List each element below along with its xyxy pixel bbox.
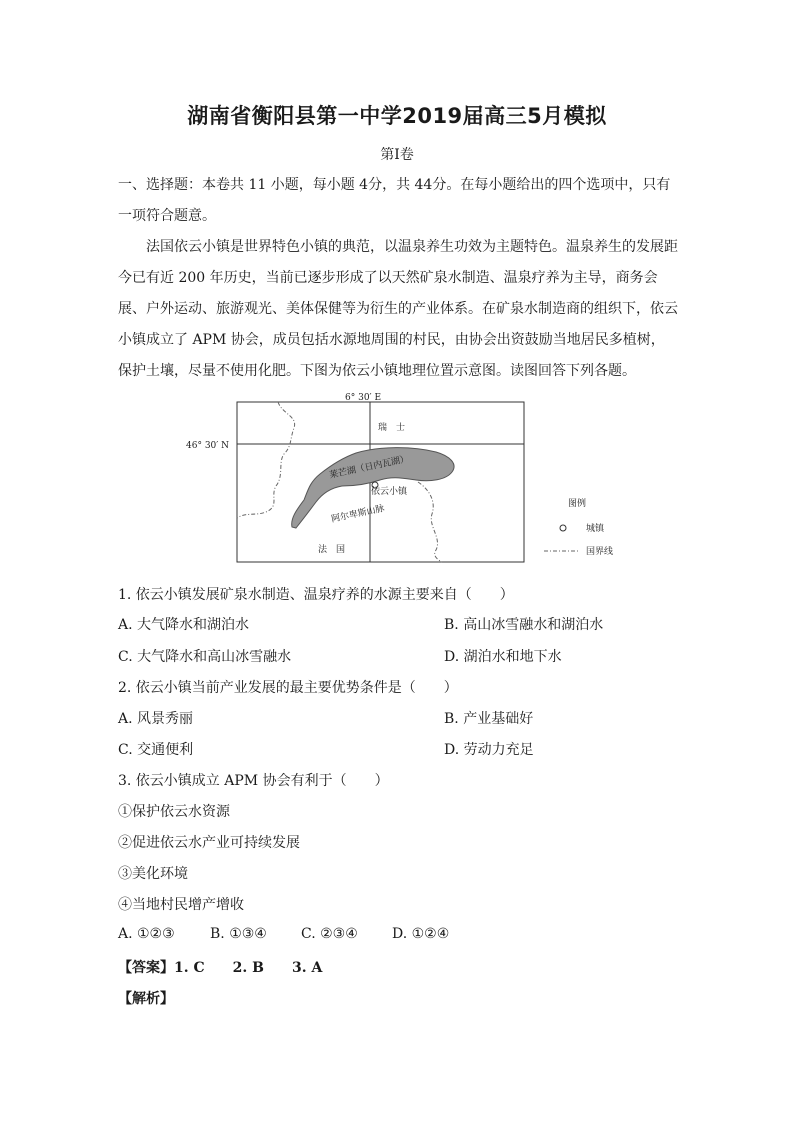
lake-label: 莱芒湖（日内瓦湖） — [328, 454, 410, 481]
question-1-option-a: A. 大气降水和湖泊水 — [118, 617, 250, 633]
section-intro: 一、选择题：本卷共 11 小题，每小题 4分，共 44分。在每小题给出的四个选项中，只有一项符合题意。 — [118, 177, 671, 224]
town-label: 依云小镇 — [371, 487, 408, 497]
passage: 法国依云小镇是世界特色小镇的典范，以温泉养生功效为主题特色。温泉养生的发展距今已有近 200 年历史，当前已逐步形成了以天然矿泉水制造、温泉疗养为主导，商务会展、户外运动、旅游观光、美体保健等为衍生的产业体系。在矿泉水制造商的组织下，依云小镇成立了 APM 协会，成员包括水源地周围的村民，由协会出资鼓励当地居民多植树，保护土壤，尽量不使用化肥。下图为依云小镇地理位置示意图。读图回答下列各题。 — [118, 239, 678, 379]
question-1-option-d: D. 湖泊水和地下水 — [444, 649, 562, 665]
legend-town-label: 城镇 — [586, 524, 605, 534]
question-3-item-3: ③美化环境 — [118, 866, 188, 882]
question-3-option-c: C. ②③④ — [301, 926, 358, 942]
question-3-option-a: A. ①②③ — [118, 926, 175, 942]
question-1-option-c: C. 大气降水和高山冰雪融水 — [118, 649, 292, 665]
question-2-option-d: D. 劳动力充足 — [444, 742, 534, 758]
question-2-option-b: B. 产业基础好 — [444, 711, 534, 727]
legend-town-icon — [560, 525, 566, 531]
border-line-west — [237, 402, 295, 518]
mountains-label: 阿尔卑斯山脉 — [330, 503, 386, 525]
page-title: 湖南省衡阳县第一中学2019届高三5月模拟 — [187, 104, 607, 128]
legend-title: 图例 — [568, 499, 587, 509]
analysis-heading: 【解析】 — [118, 991, 174, 1007]
question-3-item-4: ④当地村民增产增收 — [118, 897, 244, 913]
question-2-option-a: A. 风景秀丽 — [118, 711, 194, 727]
question-3-item-1: ①保护依云水资源 — [118, 804, 230, 820]
switzerland-label: 瑞 士 — [378, 423, 406, 433]
question-3-stem: 3. 依云小镇成立 APM 协会有利于（ ） — [118, 773, 389, 789]
question-1-option-b: B. 高山冰雪融水和湖泊水 — [444, 617, 604, 633]
border-line-east — [418, 482, 442, 562]
map-figure — [180, 390, 640, 570]
france-label: 法 国 — [318, 545, 346, 555]
question-3-item-2: ②促进依云水产业可持续发展 — [118, 835, 300, 851]
location-map — [180, 390, 640, 570]
question-1-stem: 1. 依云小镇发展矿泉水制造、温泉疗养的水源主要来自（ ） — [118, 587, 514, 603]
question-3-option-b: B. ①③④ — [210, 926, 267, 942]
question-2-stem: 2. 依云小镇当前产业发展的最主要优势条件是（ ） — [118, 680, 458, 696]
question-3-option-d: D. ①②④ — [392, 926, 450, 942]
lat-label: 46° 30′ N — [186, 441, 230, 451]
answer-line: 【答案】1. C 2. B 3. A — [118, 960, 323, 976]
lon-label: 6° 30′ E — [345, 393, 382, 403]
question-2-option-c: C. 交通便利 — [118, 742, 194, 758]
page-subtitle: 第Ⅰ卷 — [380, 147, 414, 163]
legend-border-label: 国界线 — [586, 547, 614, 557]
